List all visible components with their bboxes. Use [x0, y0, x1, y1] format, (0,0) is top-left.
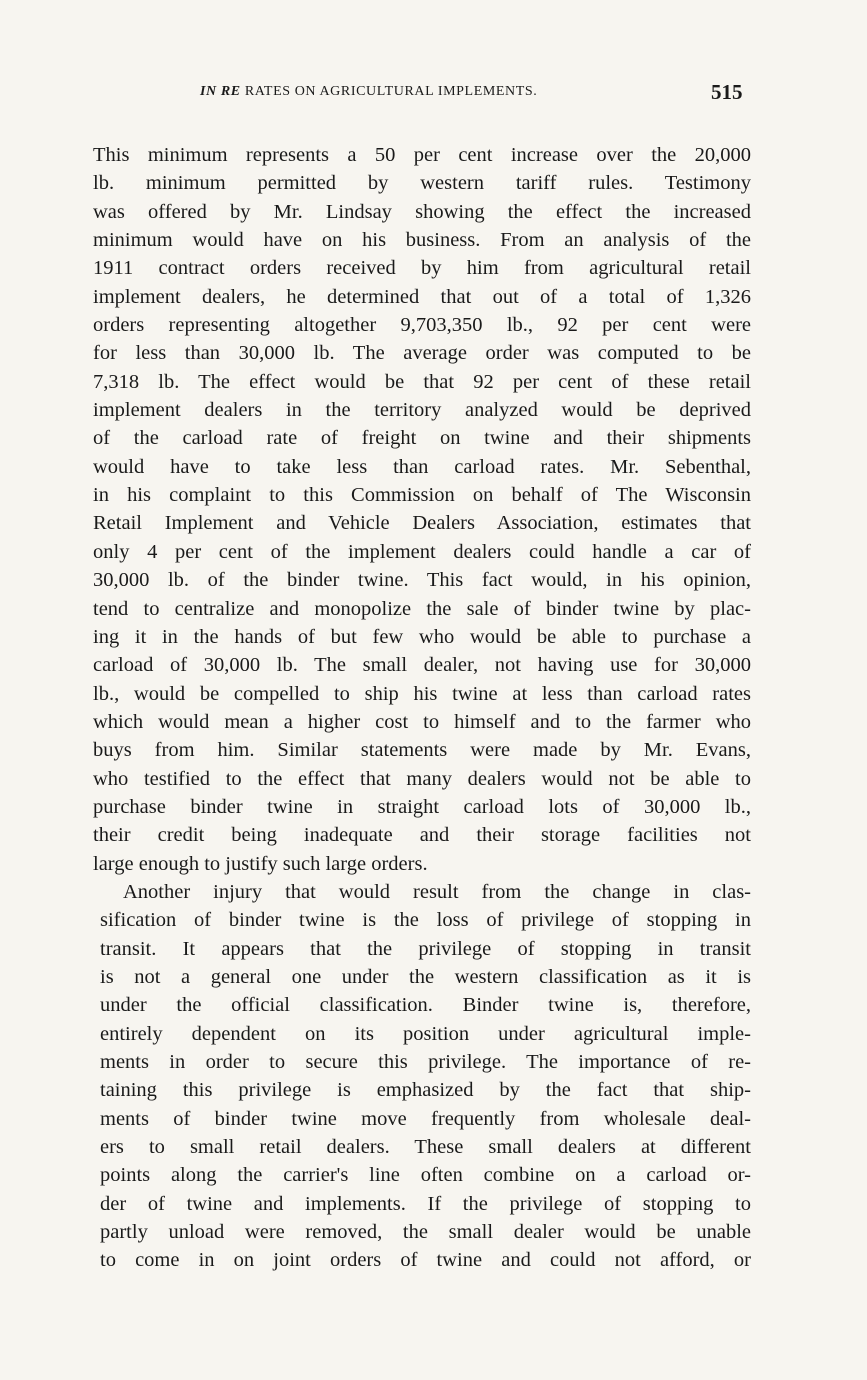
text-line: lb. minimum permitted by western tariff rules. Testimony [93, 172, 751, 195]
text-line: purchase binder twine in straight carload lots of 30,000 lb., [93, 795, 751, 818]
text-line: der of twine and implements. If the privilege of stopping to [100, 1192, 751, 1215]
text-line: implement dealers, he determined that out of a total of 1,326 [93, 285, 751, 308]
text-line: only 4 per cent of the implement dealers could handle a car of [93, 540, 751, 563]
running-head-title: RATES ON AGRICULTURAL IMPLEMENTS. [240, 84, 538, 99]
text-line: 1911 contract orders received by him from agricultural retail [93, 257, 751, 280]
text-line: 7,318 lb. The effect would be that 92 per cent of these retail [93, 370, 751, 393]
text-line: carload of 30,000 lb. The small dealer, not having use for 30,000 [93, 654, 751, 677]
text-line: large enough to justify such large orders. [93, 852, 428, 875]
text-line: in his complaint to this Commission on behalf of The Wisconsin [93, 484, 751, 507]
text-line: who testified to the effect that many dealers would not be able to [93, 767, 751, 790]
text-line: This minimum represents a 50 per cent increase over the 20,000 [93, 144, 751, 166]
text-line: points along the carrier's line often combine on a carload or- [100, 1164, 751, 1187]
text-line: Retail Implement and Vehicle Dealers Association, estimates that [93, 512, 751, 535]
text-line: entirely dependent on its position under agricultural imple- [100, 1022, 751, 1045]
text-line: minimum would have on his business. From an analysis of the [93, 229, 751, 252]
text-line: ments of binder twine move frequently from wholesale deal- [100, 1107, 751, 1130]
paragraph-2 [93, 878, 751, 1275]
text-line: Another injury that would result from the change in clas- [123, 880, 751, 903]
running-head-italic: IN RE [200, 84, 241, 99]
text-line: partly unload were removed, the small dealer would be unable [100, 1221, 751, 1244]
text-line: transit. It appears that the privilege of stopping in transit [100, 937, 751, 960]
text-line: would have to take less than carload rates. Mr. Sebenthal, [93, 455, 751, 478]
text-line: buys from him. Similar statements were made by Mr. Evans, [93, 739, 751, 762]
body-text [93, 141, 751, 1275]
text-line: tend to centralize and monopolize the sale of binder twine by plac- [93, 597, 751, 620]
running-head [200, 84, 537, 100]
text-line: ing it in the hands of but few who would be able to purchase a [93, 625, 751, 648]
text-line: ers to small retail dealers. These small dealers at different [100, 1136, 751, 1159]
text-line: was offered by Mr. Lindsay showing the effect the increased [93, 200, 751, 223]
text-line: taining this privilege is emphasized by the fact that ship- [100, 1079, 751, 1102]
text-line: implement dealers in the territory analyzed would be deprived [93, 399, 751, 422]
text-line: their credit being inadequate and their storage facilities not [93, 824, 751, 847]
text-line: orders representing altogether 9,703,350 lb., 92 per cent were [93, 314, 751, 337]
text-line: under the official classification. Binder twine is, therefore, [100, 994, 751, 1017]
text-line: of the carload rate of freight on twine and their shipments [93, 427, 751, 450]
text-line: is not a general one under the western classification as it is [100, 965, 751, 988]
text-line: 30,000 lb. of the binder twine. This fact would, in his opinion, [93, 569, 751, 592]
text-line: which would mean a higher cost to himself and to the farmer who [93, 710, 751, 733]
text-line: sification of binder twine is the loss of privilege of stopping in [100, 909, 751, 932]
text-line: lb., would be compelled to ship his twine at less than carload rates [93, 682, 751, 705]
text-line: to come in on joint orders of twine and could not afford, or [100, 1249, 751, 1272]
text-line: for less than 30,000 lb. The average order was computed to be [93, 342, 751, 365]
page-header [0, 80, 867, 110]
page-number: 515 [711, 80, 743, 104]
paragraph-1 [93, 141, 751, 878]
text-line: ments in order to secure this privilege. The importance of re- [100, 1051, 751, 1073]
